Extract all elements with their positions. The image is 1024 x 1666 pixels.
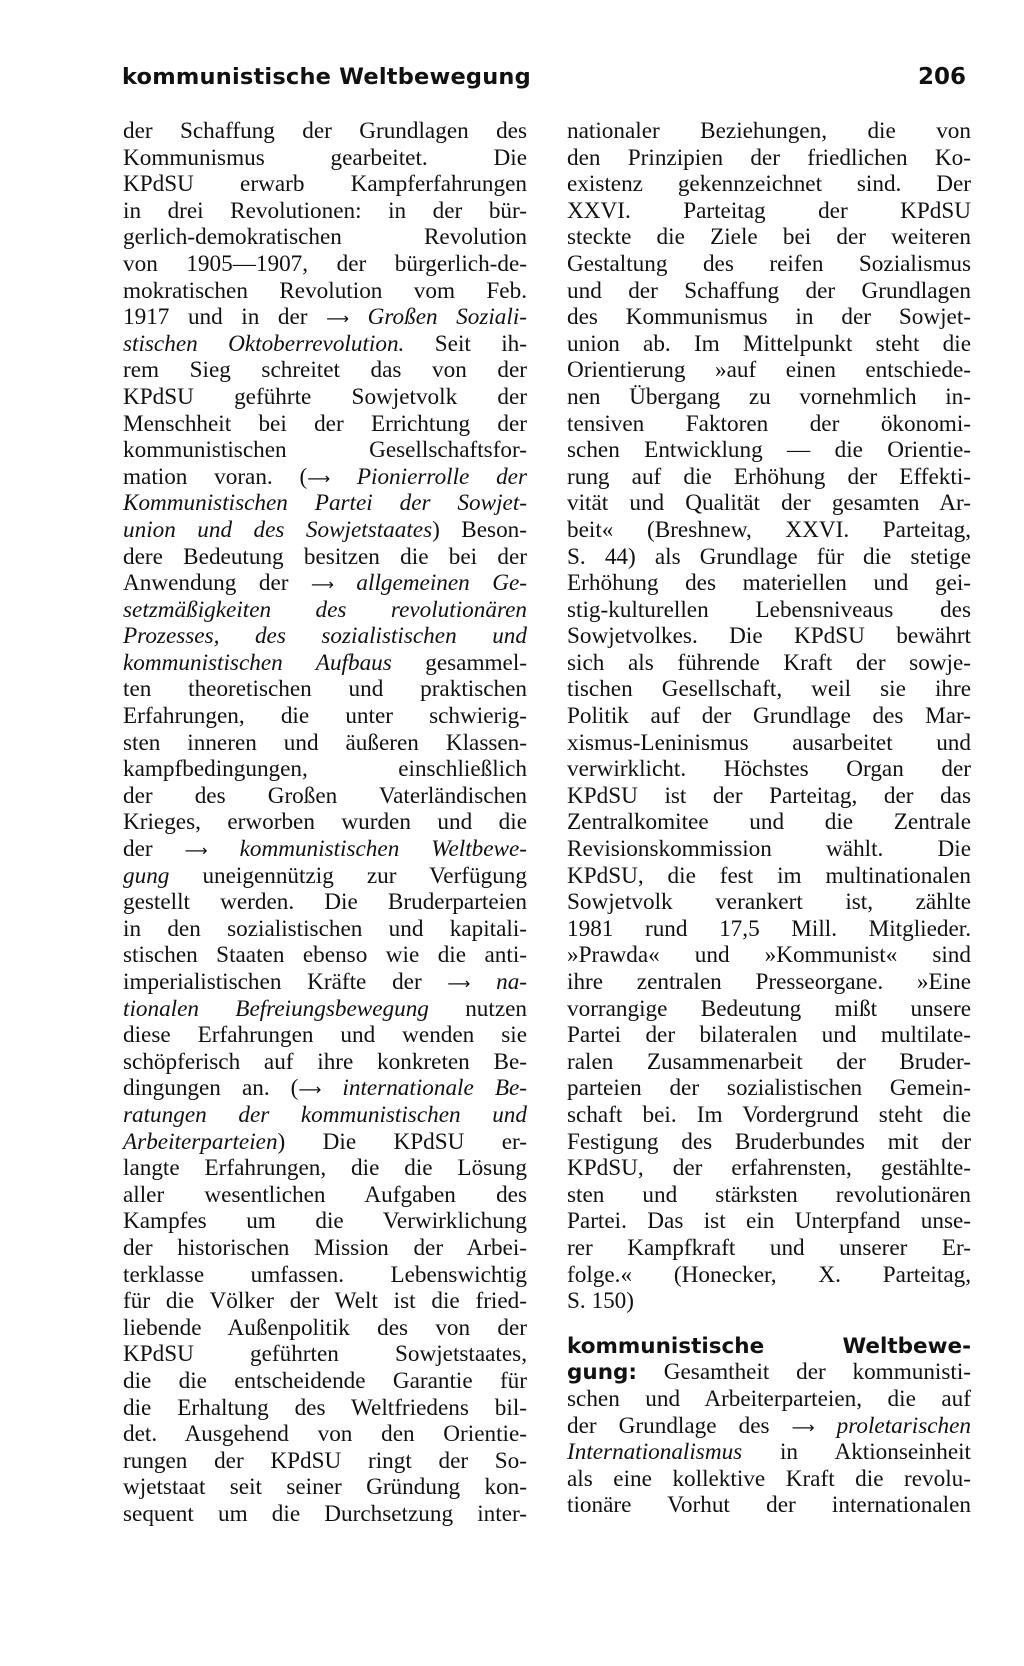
text-line: Kampfes um die Verwirklichung [123,1208,527,1235]
text-line: liebende Außenpolitik des von der [123,1314,527,1341]
text-line: schöpferisch auf ihre konkreten Be- [123,1048,527,1075]
text-line: sich als führende Kraft der sowje- [567,649,971,676]
text-line: kampfbedingungen, einschließlich [123,756,527,783]
text-line: sten inneren und äußeren Klassen- [123,729,527,756]
text-line: Sowjetvolkes. Die KPdSU bewährt [567,623,971,650]
text-line: Kommunistischen Partei der Sowjet- [123,490,527,517]
text-line: beit« (Breshnew, XXVI. Parteitag, [567,516,971,543]
text-line: der Schaffung der Grundlagen des [123,118,527,144]
text-line: von 1905—1907, der bürgerlich-de- [123,250,527,277]
text-line: union ab. Im Mittelpunkt steht die [567,330,971,357]
text-line: kommunistischen Aufbaus gesammel- [123,649,527,676]
page-header [122,64,966,98]
text-line: der historischen Mission der Arbei- [123,1234,527,1261]
text-line: rer Kampfkraft und unserer Er- [567,1234,971,1261]
text-line: Revisionskommission wählt. Die [567,836,971,863]
text-line: Erfahrungen, die unter schwierig- [123,703,527,730]
text-line: in drei Revolutionen: in der bür- [123,197,527,224]
text-line: ihre zentralen Presseorgane. »Eine [567,969,971,995]
text-line: KPdSU geführten Sowjetstaates, [123,1341,527,1368]
text-line: ten theoretischen und praktischen [123,676,527,703]
text-line: tionäre Vorhut der internationalen [567,1492,971,1519]
text-line: Krieges, erworben wurden und die [123,809,527,836]
text-line: »Prawda« und »Kommunist« sind [567,942,971,969]
text-line: terklasse umfassen. Lebenswichtig [123,1261,527,1288]
text-line: vorrangige Bedeutung mißt unsere [567,995,971,1022]
text-line: des Kommunismus in der Sowjet- [567,304,971,331]
text-line: Anwendung der ⟶ allgemeinen Ge- [123,570,528,597]
text-line: rem Sieg schreitet das von der [123,357,527,384]
text-line: der des Großen Vaterländischen [123,782,527,809]
text-line: langte Erfahrungen, die die Lösung [123,1155,527,1182]
text-line: in den sozialistischen und kapitali- [123,915,527,942]
text-line: der ⟶ kommunistischen Weltbewe- [123,836,528,863]
text-line: aller wesentlichen Aufgaben des [123,1181,527,1208]
text-line: die Erhaltung des Weltfriedens bil- [123,1394,527,1421]
text-line: mokratischen Revolution vom Feb. [123,277,527,304]
text-line: Festigung des Bruderbundes mit der [567,1128,971,1155]
text-line: KPdSU erwarb Kampferfahrungen [123,171,527,198]
text-line: nationaler Beziehungen, die von [567,118,971,144]
text-line: ralen Zusammenarbeit der Bruder- [567,1048,971,1075]
text-line: steckte die Ziele bei der weiteren [567,224,971,251]
text-line: folge.« (Honecker, X. Parteitag, [567,1261,971,1288]
text-line: Internationalismus in Aktionseinheit [567,1439,971,1466]
text-line: sequent um die Durchsetzung inter- [123,1500,527,1527]
text-line: Prozesses, des sozialistischen und [123,623,527,650]
text-column-right [567,118,971,1519]
text-line: union und des Sowjetstaates) Beson- [123,516,527,543]
text-line: den Prinzipien der friedlichen Ko- [567,144,971,171]
text-line: gung: Gesamtheit der kommunisti- [567,1359,971,1386]
text-line: kommunistische Weltbewe- [567,1333,971,1359]
text-line: 1981 rund 17,5 Mill. Mitglieder. [567,915,971,942]
text-line: sten und stärksten revolutionären [567,1181,971,1208]
text-line: diese Erfahrungen und wenden sie [123,1022,527,1049]
text-line: Politik auf der Grundlage des Mar- [567,703,971,730]
text-line: Partei. Das ist ein Unterpfand unse- [567,1208,971,1235]
text-line: verwirklicht. Höchstes Organ der [567,756,971,783]
text-line: schaft bei. Im Vordergrund steht die [567,1101,971,1128]
text-line: Erhöhung des materiellen und gei- [567,570,971,597]
text-line: KPdSU, die fest im multinationalen [567,862,971,889]
page-number: 206 [917,64,966,90]
text-line: gestellt werden. Die Bruderparteien [123,889,527,916]
text-line: KPdSU, der erfahrensten, gestählte- [567,1155,971,1182]
text-line: dere Bedeutung besitzen die bei der [123,543,527,570]
text-line: schen und Arbeiterparteien, die auf [567,1385,971,1412]
text-line: stischen Staaten ebenso wie die anti- [123,942,527,969]
running-head: kommunistische Weltbewegung [122,64,531,90]
text-line: nen Übergang zu vornehmlich in- [567,383,971,410]
text-line: kommunistischen Gesellschaftsfor- [123,437,527,464]
text-line: dingungen an. (⟶ internationale Be- [123,1075,528,1102]
text-line: die die entscheidende Garantie für [123,1367,527,1394]
text-line: xismus-Leninismus ausarbeitet und [567,729,971,756]
text-line: Kommunismus gearbeitet. Die [123,144,527,171]
text-line: tionalen Befreiungsbewegung nutzen [123,995,527,1022]
text-line: setzmäßigkeiten des revolutionären [123,596,527,623]
text-line: schen Entwicklung — die Orientie- [567,437,971,464]
text-line: der Grundlage des ⟶ proletarischen [567,1412,972,1439]
text-line: stig-kulturellen Lebensniveaus des [567,596,971,623]
text-line: Partei der bilateralen und multilate- [567,1022,971,1049]
text-line: vität und Qualität der gesamten Ar- [567,490,971,517]
text-line: KPdSU ist der Parteitag, der das [567,782,971,809]
text-line: KPdSU geführte Sowjetvolk der [123,383,527,410]
text-line: imperialistischen Kräfte der ⟶ na- [123,969,528,995]
text-line: tischen Gesellschaft, weil sie ihre [567,676,971,703]
text-line: Sowjetvolk verankert ist, zählte [567,889,971,916]
text-line: parteien der sozialistischen Gemein- [567,1075,971,1102]
text-line: rungen der KPdSU ringt der So- [123,1447,527,1474]
text-line: S. 44) als Grundlage für die stetige [567,543,971,570]
text-line: existenz gekennzeichnet sind. Der [567,171,971,198]
text-line: 1917 und in der ⟶ Großen Soziali- [123,304,527,331]
text-line: Orientierung »auf einen entschiede- [567,357,971,384]
text-line: rung auf die Erhöhung der Effekti- [567,463,971,490]
text-line: det. Ausgehend von den Orientie- [123,1421,527,1448]
paragraph-gap [567,1315,971,1333]
text-line: Gestaltung des reifen Sozialismus [567,250,971,277]
text-line: Zentralkomitee und die Zentrale [567,809,971,836]
text-line: mation voran. (⟶ Pionierrolle der [123,463,527,490]
text-line: gerlich-demokratischen Revolution [123,224,527,251]
text-line: XXVI. Parteitag der KPdSU [567,197,971,224]
text-line: gung uneigennützig zur Verfügung [123,862,527,889]
text-line: stischen Oktoberrevolution. Seit ih- [123,330,527,357]
text-line: tensiven Faktoren der ökonomi- [567,410,971,437]
text-line: als eine kollektive Kraft die revolu- [567,1465,971,1492]
text-line: für die Völker der Welt ist die fried- [123,1288,527,1315]
text-line: wjetstaat seit seiner Gründung kon- [123,1474,527,1501]
text-line: und der Schaffung der Grundlagen [567,277,971,304]
text-line: S. 150) [567,1288,634,1315]
text-line: Menschheit bei der Errichtung der [123,410,527,437]
text-column-left [123,118,527,1527]
text-line: ratungen der kommunistischen und [123,1101,527,1128]
text-line: Arbeiterparteien) Die KPdSU er- [123,1128,527,1155]
